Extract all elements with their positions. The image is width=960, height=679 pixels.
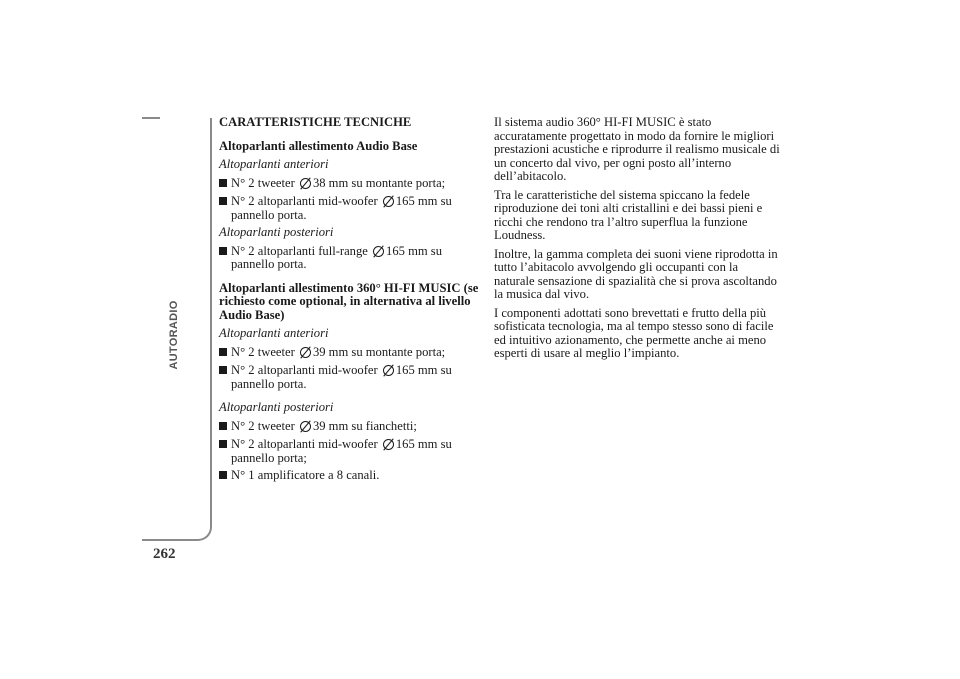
section-tab: [159, 300, 189, 370]
bullet-square-icon: [219, 247, 227, 255]
diameter-icon: [383, 196, 394, 207]
diameter-icon: [383, 439, 394, 450]
base-heading: Altoparlanti allestimento Audio Base: [219, 138, 418, 153]
diameter-icon: [300, 421, 311, 432]
bullet-square-icon: [219, 197, 227, 205]
hifi-front-label: Altoparlanti anteriori: [219, 326, 329, 340]
diameter-icon: [373, 246, 384, 257]
list-item: N° 2 tweeter 39 mm su fianchetti;: [219, 419, 481, 434]
paragraph-components: I componenti adottati sono brevettati e frutto della più sofisticata tecnologia, ma al tempo stesso sono di facile ed intuitivo azionamento, che permette anche ai meno esperti di usare al meglio l’impianto.: [494, 305, 774, 360]
list-item: N° 2 tweeter 38 mm su montante porta;: [219, 176, 481, 191]
hifi-heading: Altoparlanti allestimento 360° HI-FI MUSIC (se richiesto come optional, in alternativa al livello Audio Base): [219, 280, 479, 322]
paragraph-spatial: Inoltre, la gamma completa dei suoni viene riprodotta in tutto l’abitacolo avvolgendo gli occupanti con la naturale sensazione di spazialità che si prova ascoltando la musica dal vivo.: [494, 246, 778, 301]
bullet-square-icon: [219, 422, 227, 430]
list-item: N° 1 amplificatore a 8 canali.: [219, 469, 481, 483]
list-item: N° 2 altoparlanti full-range 165 mm su pannello porta.: [219, 244, 481, 272]
bullet-square-icon: [219, 348, 227, 356]
bullet-square-icon: [219, 440, 227, 448]
section-title: CARATTERISTICHE TECNICHE: [219, 115, 412, 129]
base-front-label: Altoparlanti anteriori: [219, 157, 329, 171]
paragraph-intro: Il sistema audio 360° HI-FI MUSIC è stato accuratamente progettato in modo da fornire le migliori prestazioni acustiche e riprodurre il realismo musicale di un concerto dal vivo, per ogni posto all’interno dell’abitacolo.: [494, 115, 780, 183]
paragraph-features: Tra le caratteristiche del sistema spiccano la fedele riproduzione dei toni alti cristallini e dei bassi pieni e ricchi che rendono tra l’altro superflua la funzione Loudness.: [494, 187, 763, 242]
page-number: 262: [153, 546, 176, 562]
hifi-rear-label: Altoparlanti posteriori: [219, 400, 334, 414]
diameter-icon: [300, 347, 311, 358]
diameter-icon: [383, 365, 394, 376]
list-item: N° 2 altoparlanti mid-woofer 165 mm su pannello porta.: [219, 194, 481, 222]
diameter-icon: [300, 178, 311, 189]
list-item: N° 2 altoparlanti mid-woofer 165 mm su pannello porta.: [219, 363, 481, 391]
list-item: N° 2 tweeter 39 mm su montante porta;: [219, 345, 481, 360]
list-item: N° 2 altoparlanti mid-woofer 165 mm su pannello porta;: [219, 437, 481, 465]
bullet-square-icon: [219, 366, 227, 374]
section-label: AUTORADIO: [168, 300, 180, 370]
right-column: [494, 116, 780, 366]
base-rear-label: Altoparlanti posteriori: [219, 225, 334, 239]
bullet-square-icon: [219, 179, 227, 187]
bullet-square-icon: [219, 471, 227, 479]
left-column: [219, 116, 481, 487]
